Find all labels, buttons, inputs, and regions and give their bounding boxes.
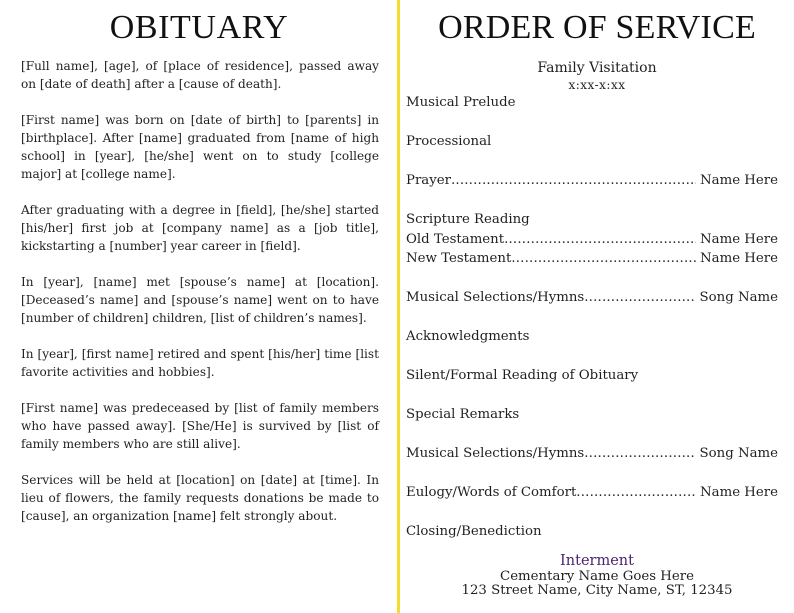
leader-dots bbox=[511, 249, 696, 269]
program-item-label: Acknowledgments bbox=[406, 329, 530, 344]
service-program bbox=[406, 93, 778, 542]
program-item bbox=[406, 171, 778, 191]
program-item-label: Prayer bbox=[406, 173, 451, 188]
program-item-value: Name Here bbox=[700, 485, 778, 500]
program-item-label: Musical Selections/Hymns bbox=[406, 290, 585, 305]
program-item bbox=[406, 444, 778, 464]
program-item-value: Song Name bbox=[699, 290, 778, 305]
cemetery-address: 123 Street Name, City Name, ST, 12345 bbox=[461, 583, 733, 598]
program-item-value: Name Here bbox=[700, 173, 778, 188]
program-item bbox=[406, 522, 778, 542]
visitation-title: Family Visitation bbox=[537, 60, 657, 76]
leader-dots bbox=[451, 171, 696, 191]
program-item-value: Song Name bbox=[699, 446, 778, 461]
program-item bbox=[406, 327, 778, 347]
interment-title: Interment bbox=[560, 553, 634, 569]
order-of-service-title: ORDER OF SERVICE bbox=[438, 9, 756, 46]
obituary-paragraph: In [year], [name] met [spouse’s name] at [location]. [Deceased’s name] and [spouse’s name] went on to have [number of children] children, [list of children’s names]. bbox=[21, 275, 379, 325]
visitation-time: x:xx-x:xx bbox=[568, 78, 626, 92]
program-item-value: Name Here bbox=[700, 251, 778, 266]
leader-dots bbox=[584, 288, 695, 308]
obituary-paragraph: Services will be held at [location] on [date] at [time]. In lieu of flowers, the family requests donations be made to [cause], an organization [name] felt strongly about. bbox=[21, 473, 379, 523]
program-item bbox=[406, 366, 778, 386]
program-item-label: Closing/Benediction bbox=[406, 524, 542, 539]
obituary-paragraph: In [year], [first name] retired and spent [his/her] time [list favorite activities and hobbies]. bbox=[21, 347, 379, 379]
program-item-label: Special Remarks bbox=[406, 407, 520, 422]
obituary-title: OBITUARY bbox=[109, 9, 289, 46]
obituary-paragraph: [First name] was born on [date of birth] to [parents] in [birthplace]. After [name] graduated from [name of high school] in [year], [he/she] went on to study [college major] at [college name]. bbox=[21, 113, 379, 181]
cemetery-name: Cementary Name Goes Here bbox=[500, 569, 694, 584]
obituary-paragraph: [Full name], [age], of [place of residence], passed away on [date of death] after a [cause of death]. bbox=[21, 59, 379, 91]
obituary-text bbox=[21, 57, 379, 543]
program-item-label: New Testament bbox=[406, 251, 512, 266]
program-item-label: Musical Selections/Hymns bbox=[406, 446, 585, 461]
program-item bbox=[406, 483, 778, 503]
program-item-label: Eulogy/Words of Comfort bbox=[406, 485, 577, 500]
program-item bbox=[406, 249, 778, 269]
program-item bbox=[406, 132, 778, 152]
program-item-label: Musical Prelude bbox=[406, 95, 516, 110]
program-item bbox=[406, 93, 778, 113]
obituary-paragraph: [First name] was predeceased by [list of family members who have passed away]. [She/He] is survived by [list of family members who are still alive]. bbox=[21, 401, 379, 451]
program-item-label: Silent/Formal Reading of Obituary bbox=[406, 368, 639, 383]
program-item bbox=[406, 405, 778, 425]
program-item bbox=[406, 230, 778, 250]
leader-dots bbox=[504, 230, 696, 250]
program-item-label: Processional bbox=[406, 134, 492, 149]
program-item bbox=[406, 288, 778, 308]
leader-dots bbox=[584, 444, 695, 464]
obituary-paragraph: After graduating with a degree in [field], [he/she] started [his/her] first job at [company name] as a [job title], kickstarting a [number] year career in [field]. bbox=[21, 203, 379, 253]
order-of-service-panel bbox=[400, 0, 794, 613]
program-item bbox=[406, 210, 778, 230]
leader-dots bbox=[576, 483, 696, 503]
program-item-label: Scripture Reading bbox=[406, 212, 530, 227]
program-item-label: Old Testament bbox=[406, 231, 505, 247]
program-item-value: Name Here bbox=[700, 231, 778, 247]
